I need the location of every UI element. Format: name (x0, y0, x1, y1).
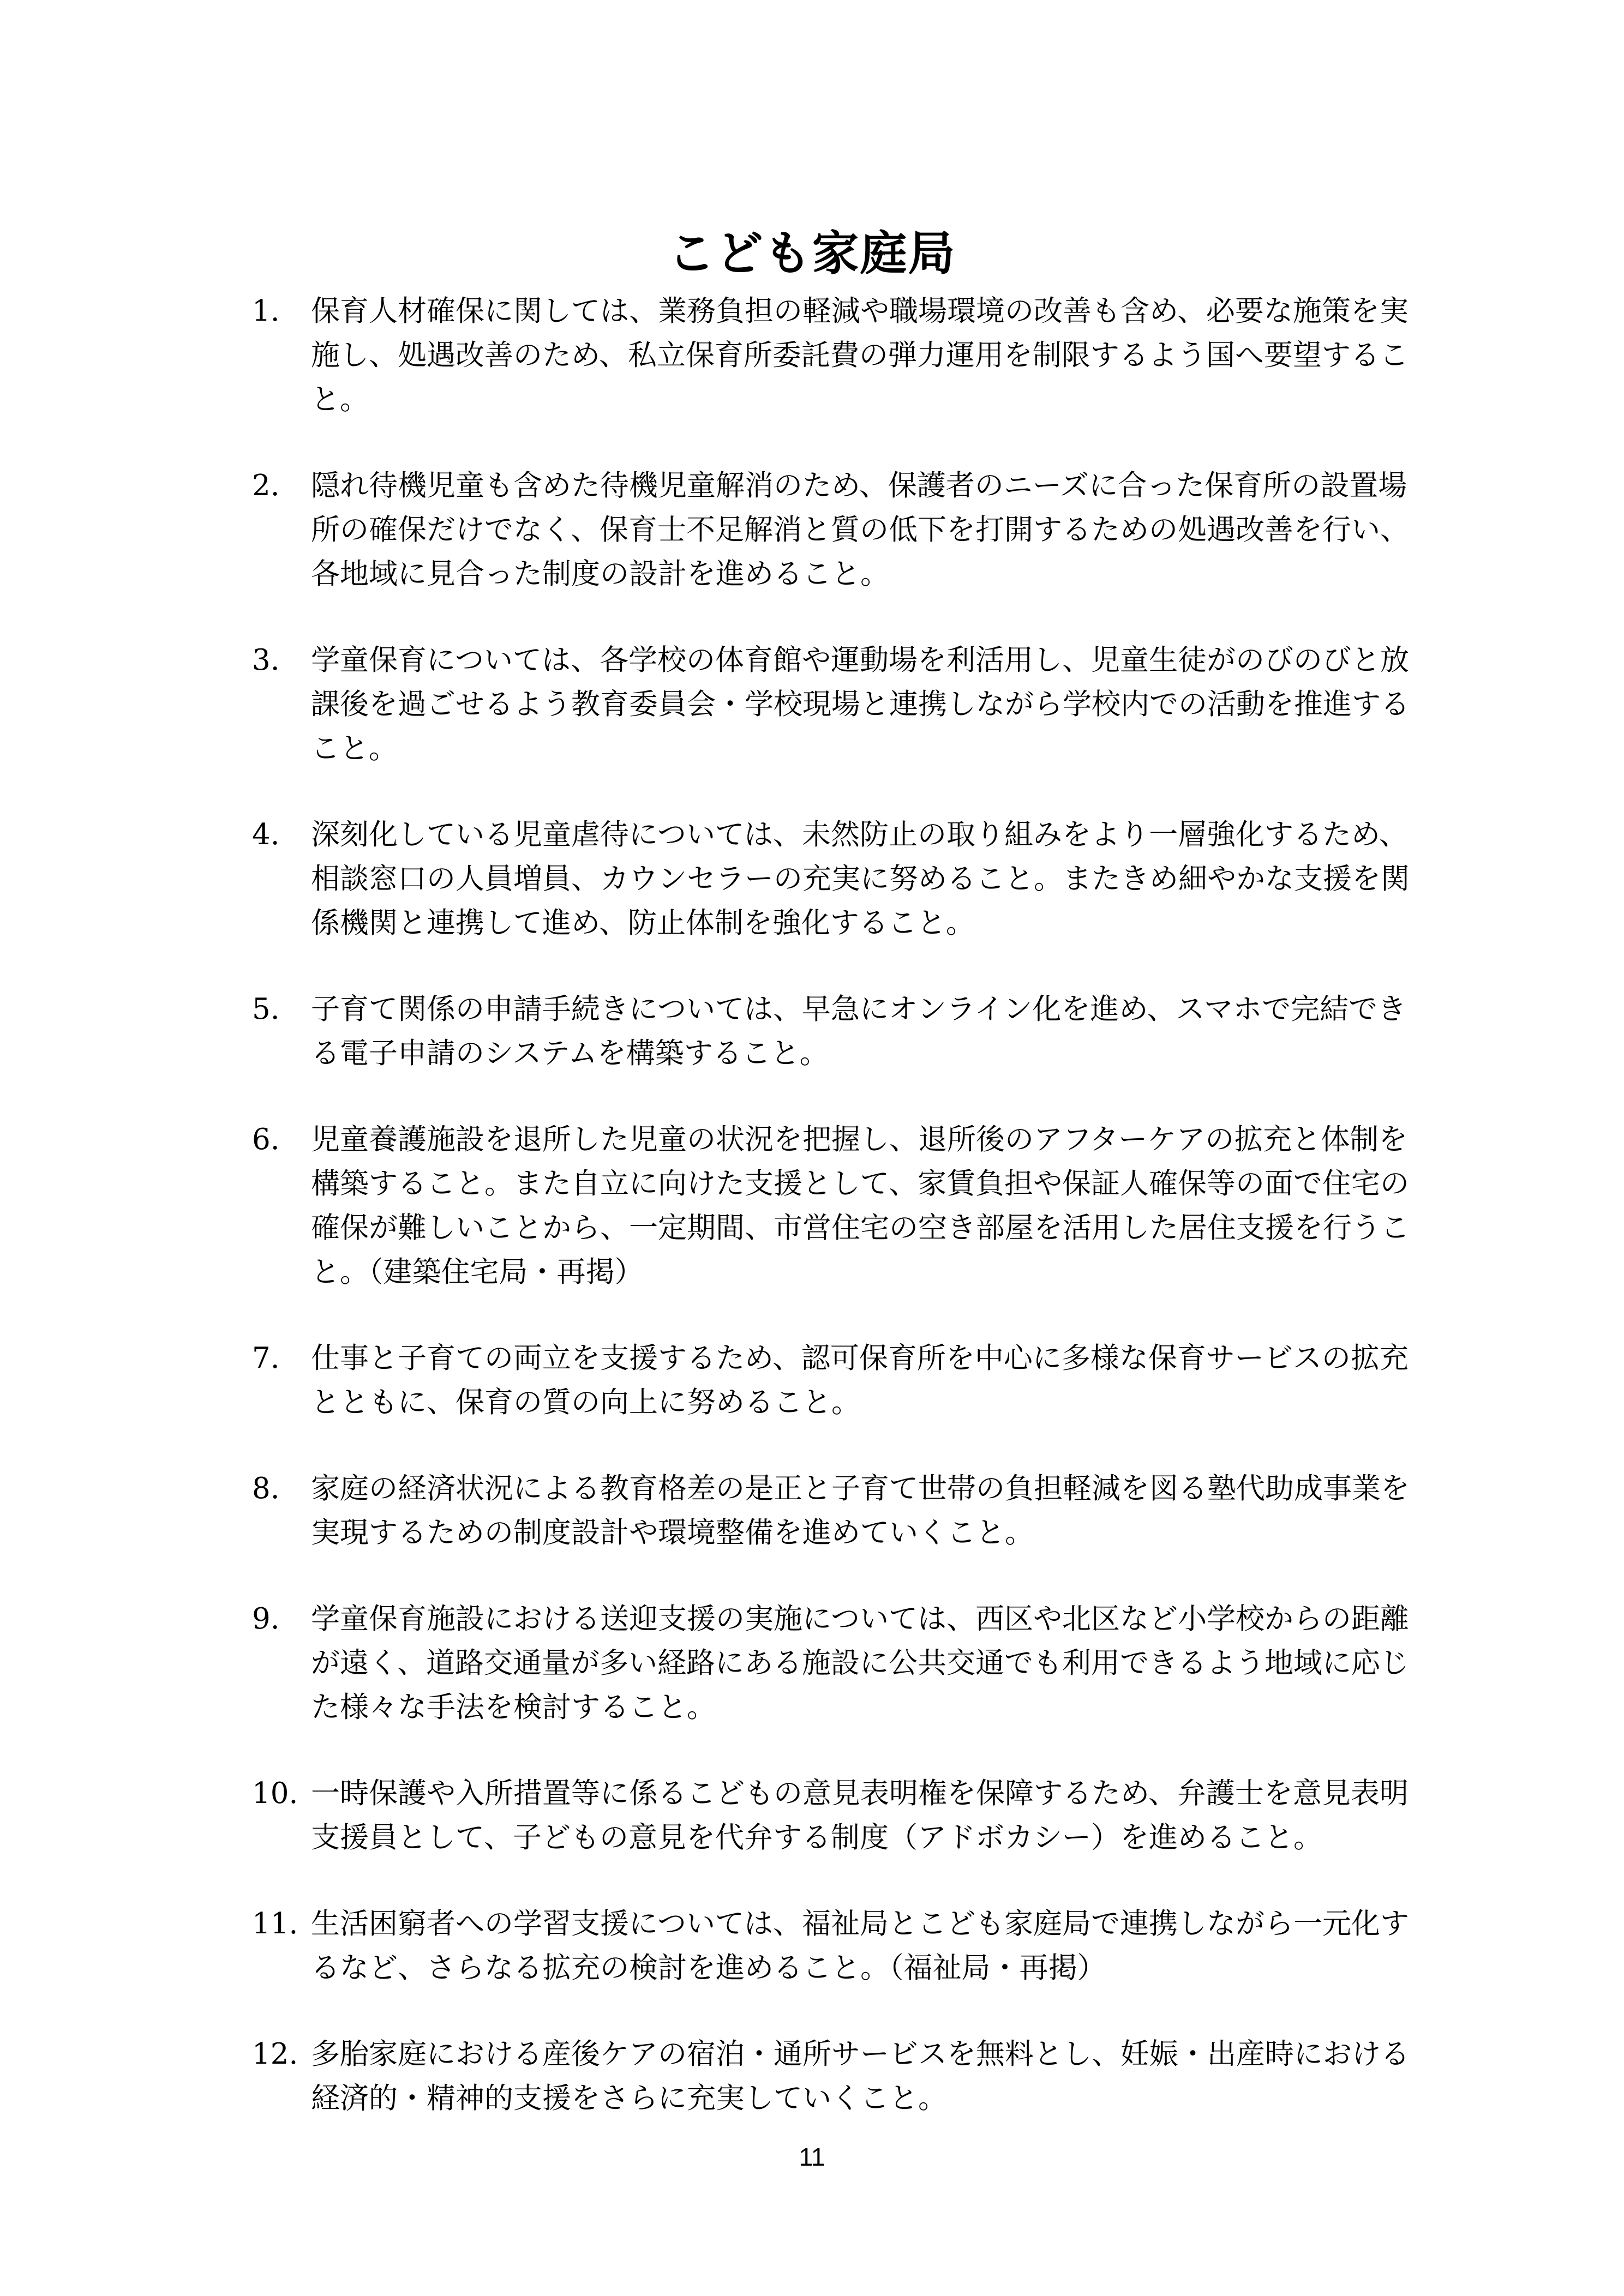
page-number: 11 (799, 2143, 825, 2171)
list-item (252, 2032, 1419, 2120)
list-item (252, 1597, 1419, 1729)
item-text: 児童養護施設を退所した児童の状況を把握し、退所後のアフターケアの拡充と体制を構築すること。また自立に向けた支援として、家賃負担や保証人確保等の面で住宅の確保が難しいことから、一定期間、市営住宅の空き部屋を活用した居住支援を行うこと。（建築住宅局・再掲） (311, 1123, 1410, 1289)
request-list (252, 289, 1419, 2162)
page-title: こども家庭局 (668, 226, 956, 281)
item-text: 子育て関係の申請手続きについては、早急にオンライン化を進め、スマホで完結できる電子申請のシステムを構築すること。 (311, 993, 1407, 1070)
item-number: 5. (252, 993, 280, 1026)
list-item (252, 987, 1419, 1075)
item-number: 11. (252, 1907, 298, 1940)
item-number: 10. (252, 1777, 298, 1810)
list-item (252, 638, 1419, 771)
list-item (252, 1466, 1419, 1555)
item-text: 仕事と子育ての両立を支援するため、認可保育所を中心に多様な保育サービスの拡充とともに、保育の質の向上に努めること。 (311, 1342, 1409, 1419)
item-number: 3. (252, 644, 280, 677)
item-number: 6. (252, 1123, 280, 1156)
list-item (252, 464, 1419, 596)
list-item (252, 289, 1419, 422)
list-item (252, 1117, 1419, 1294)
item-number: 1. (252, 294, 280, 328)
item-number: 2. (252, 469, 280, 502)
item-number: 9. (252, 1602, 280, 1636)
item-text: 一時保護や入所措置等に係るこどもの意見表明権を保障するため、弁護士を意見表明支援員として、子どもの意見を代弁する制度（アドボカシー）を進めること。 (311, 1777, 1409, 1854)
item-text: 学童保育については、各学校の体育館や運動場を利活用し、児童生徒がのびのびと放課後を過ごせるよう教育委員会・学校現場と連携しながら学校内での活動を推進すること。 (311, 644, 1410, 765)
item-text: 隠れ待機児童も含めた待機児童解消のため、保護者のニーズに合った保育所の設置場所の確保だけでなく、保育士不足解消と質の低下を打開するための処遇改善を行い、各地域に見合った制度の設計を進めること。 (311, 469, 1409, 591)
list-item (252, 1336, 1419, 1425)
list-item (252, 1771, 1419, 1860)
item-number: 8. (252, 1472, 280, 1505)
list-item (252, 1902, 1419, 1990)
item-text: 深刻化している児童虐待については、未然防止の取り組みをより一層強化するため、相談窓口の人員増員、カウンセラーの充実に努めること。またきめ細やかな支援を関係機関と連携して進め、防止体制を強化すること。 (311, 818, 1410, 940)
item-text: 保育人材確保に関しては、業務負担の軽減や職場環境の改善も含め、必要な施策を実施し、処遇改善のため、私立保育所委託費の弾力運用を制限するよう国へ要望すること。 (311, 294, 1409, 416)
item-number: 4. (252, 818, 280, 851)
item-text: 家庭の経済状況による教育格差の是正と子育て世帯の負担軽減を図る塾代助成事業を実現するための制度設計や環境整備を進めていくこと。 (311, 1472, 1410, 1549)
item-text: 学童保育施設における送迎支援の実施については、西区や北区など小学校からの距離が遠く、道路交通量が多い経路にある施設に公共交通でも利用できるよう地域に応じた様々な手法を検討すること。 (311, 1602, 1409, 1724)
item-number: 7. (252, 1342, 280, 1375)
item-text: 多胎家庭における産後ケアの宿泊・通所サービスを無料とし、妊娠・出産時における経済的・精神的支援をさらに充実していくこと。 (311, 2037, 1410, 2115)
item-text: 生活困窮者への学習支援については、福祉局とこども家庭局で連携しながら一元化するなど、さらなる拡充の検討を進めること。（福祉局・再掲） (311, 1907, 1409, 1985)
item-number: 12. (252, 2037, 298, 2071)
list-item (252, 813, 1419, 945)
